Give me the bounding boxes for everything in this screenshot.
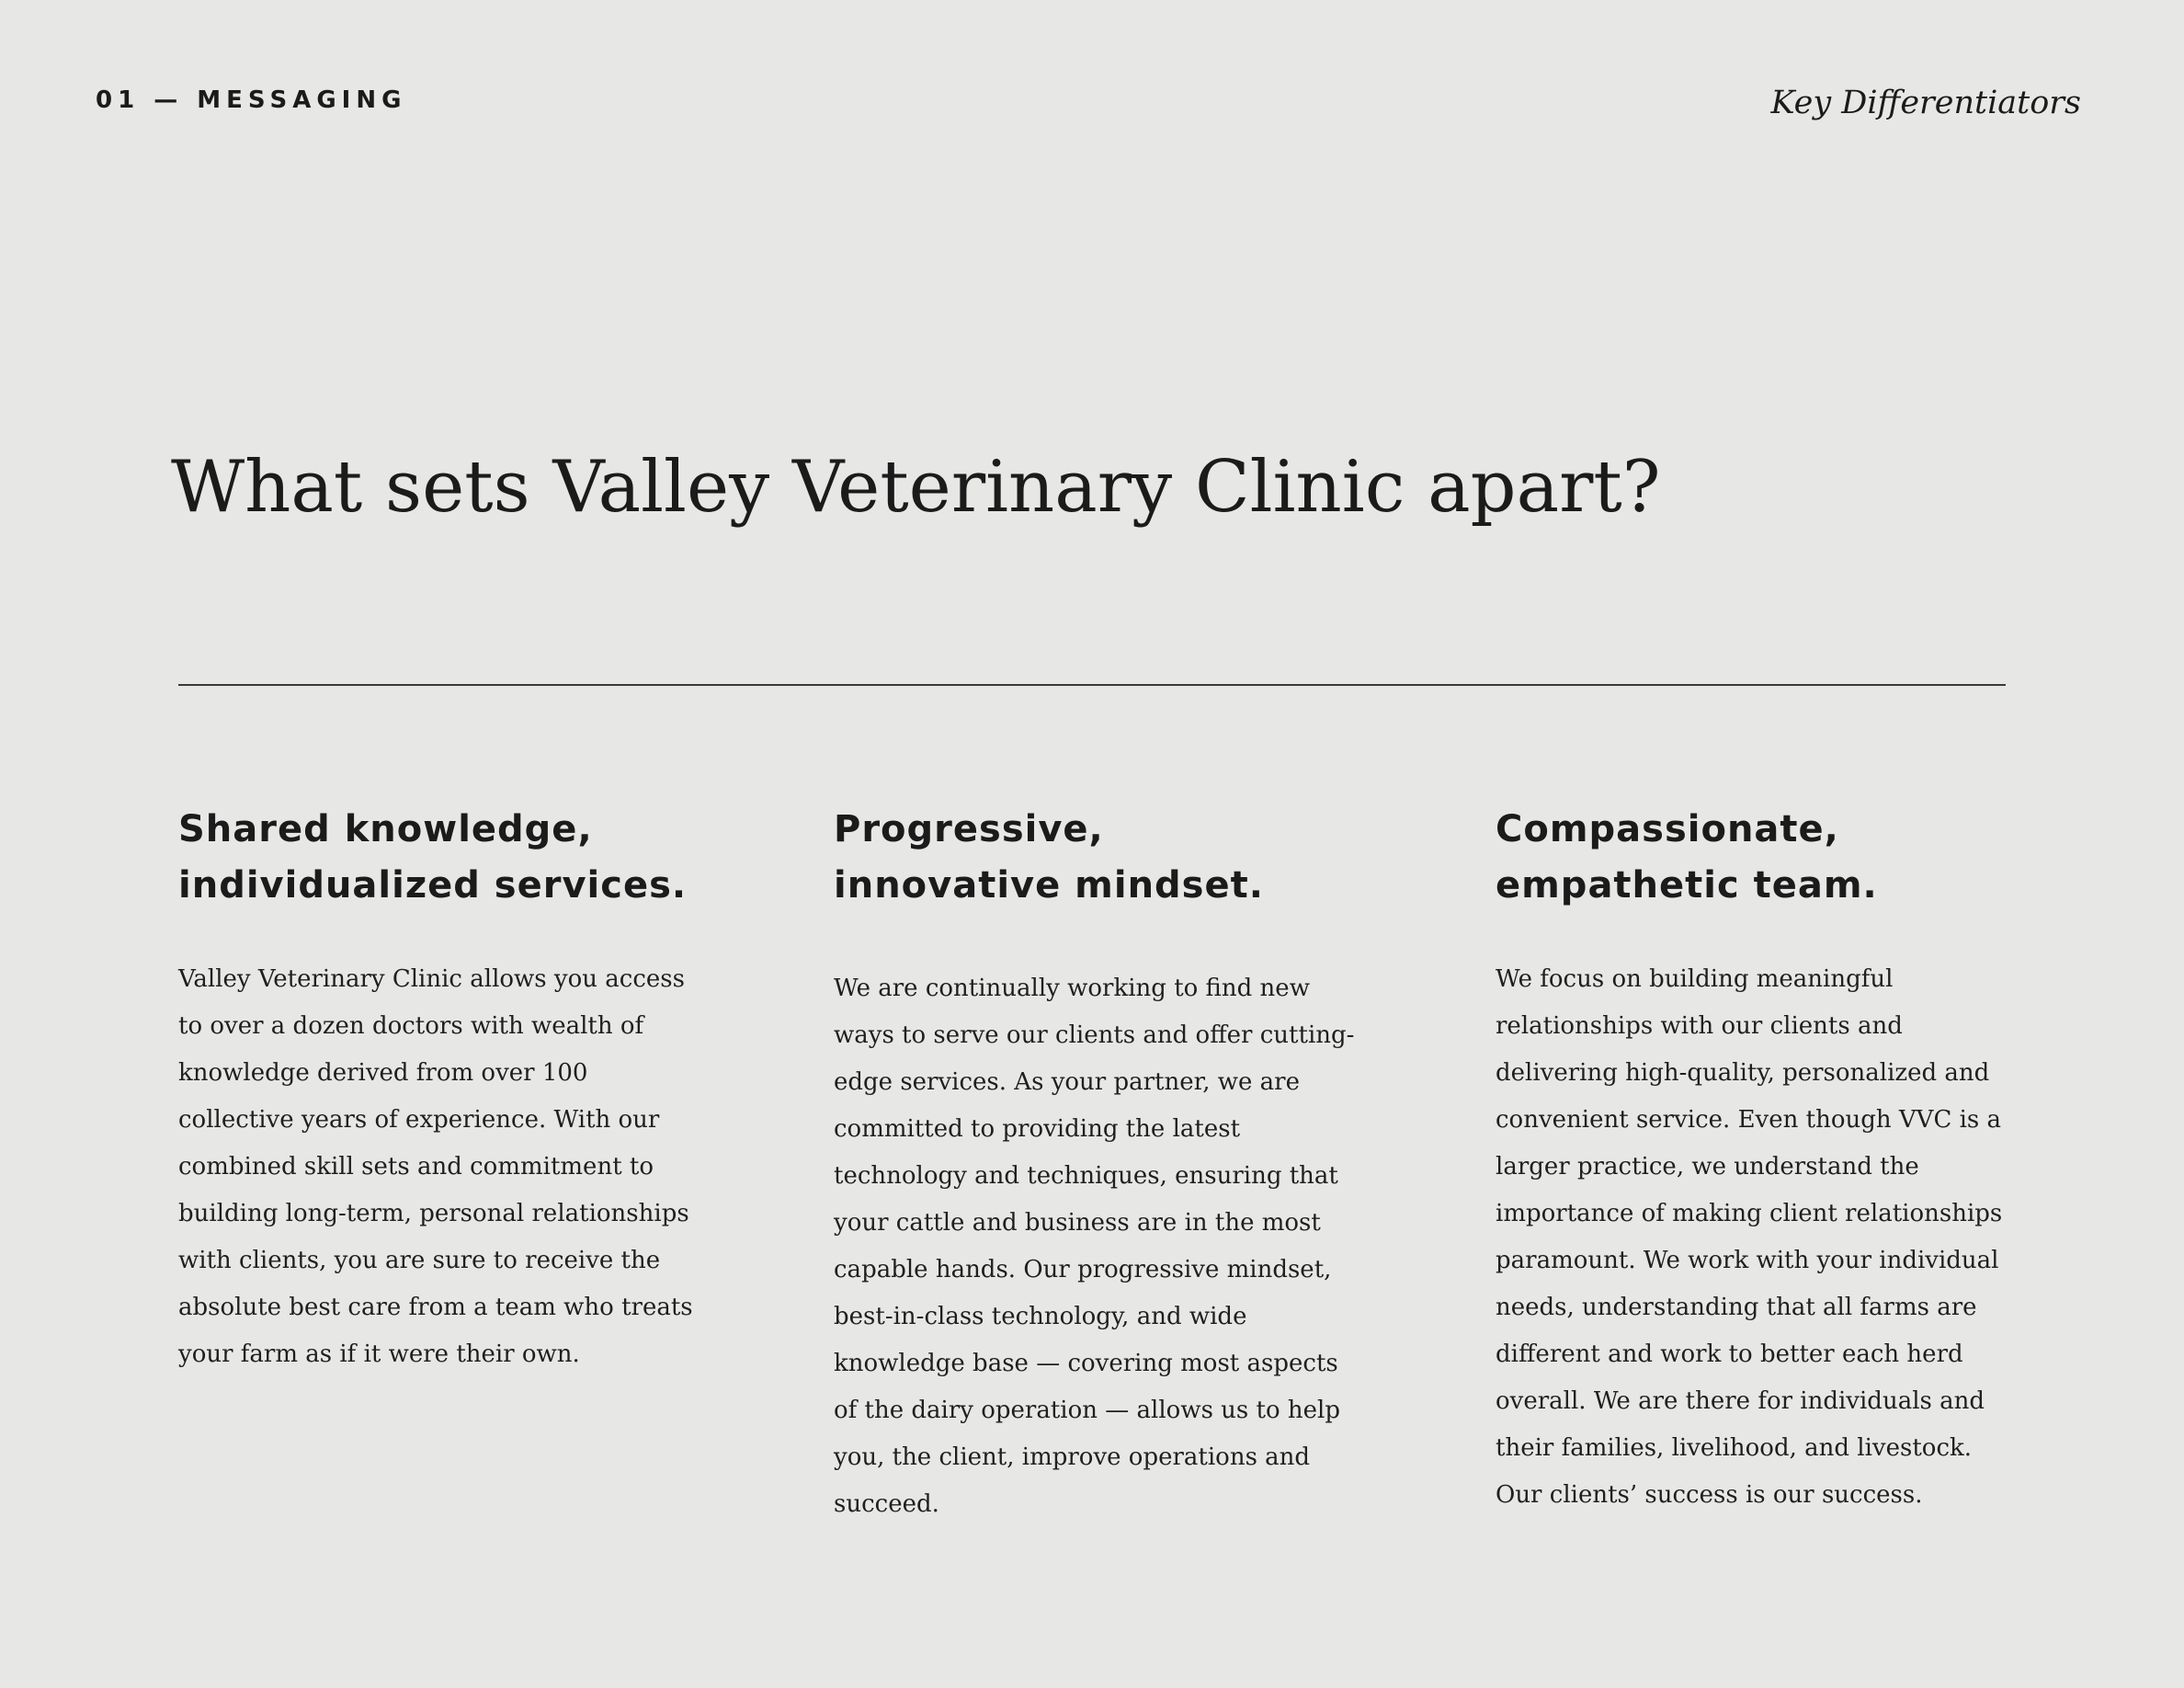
section-label: 01 — MESSAGING (96, 86, 407, 114)
divider-rule (178, 684, 2006, 686)
column-heading-line: Progressive, (834, 808, 1104, 850)
differentiator-column-compassionate (1496, 802, 2010, 1519)
differentiator-column-progressive (834, 802, 1358, 1528)
column-heading-line: Shared knowledge, (178, 808, 593, 850)
column-body: We focus on building meaningful relationships with our clients and delivering high-quality, personalized and convenient service. Even though VVC is a larger practice, we understand the importance of making client relationships paramount. We work with your individual needs, understanding that all farms are different and work to better each herd overall. We are there for individuals and their families, livelihood, and livestock. Our clients’ success is our success. (1496, 965, 2003, 1509)
column-body: Valley Veterinary Clinic allows you access to over a dozen doctors with wealth of knowledge derived from over 100 collective years of experience. With our combined skill sets and commitment to building long-term, personal relationships with clients, you are sure to receive the absolute best care from a team who treats your farm as if it were their own. (178, 965, 693, 1368)
column-heading (834, 802, 1358, 914)
page-headline: What sets Valley Veterinary Clinic apart? (171, 446, 1661, 529)
differentiator-column-knowledge (178, 802, 693, 1378)
column-heading-line: individualized services. (178, 864, 688, 907)
column-heading-line: empathetic team. (1496, 864, 1878, 907)
column-heading-line: innovative mindset. (834, 864, 1264, 907)
column-heading-line: Compassionate, (1496, 808, 1839, 850)
section-title: Key Differentiators (1770, 85, 2081, 121)
column-heading (178, 802, 693, 914)
column-heading (1496, 802, 2010, 914)
column-body: We are continually working to find new ways to serve our clients and offer cutting-edge services. As your partner, we are committed to providing the latest technology and techniques, ensuring that your cattle and business are in the most capable hands. Our progressive mindset, best-in-class technology, and wide knowledge base — covering most aspects of the dairy operation — allows us to help you, the client, improve operations and succeed. (834, 975, 1355, 1518)
